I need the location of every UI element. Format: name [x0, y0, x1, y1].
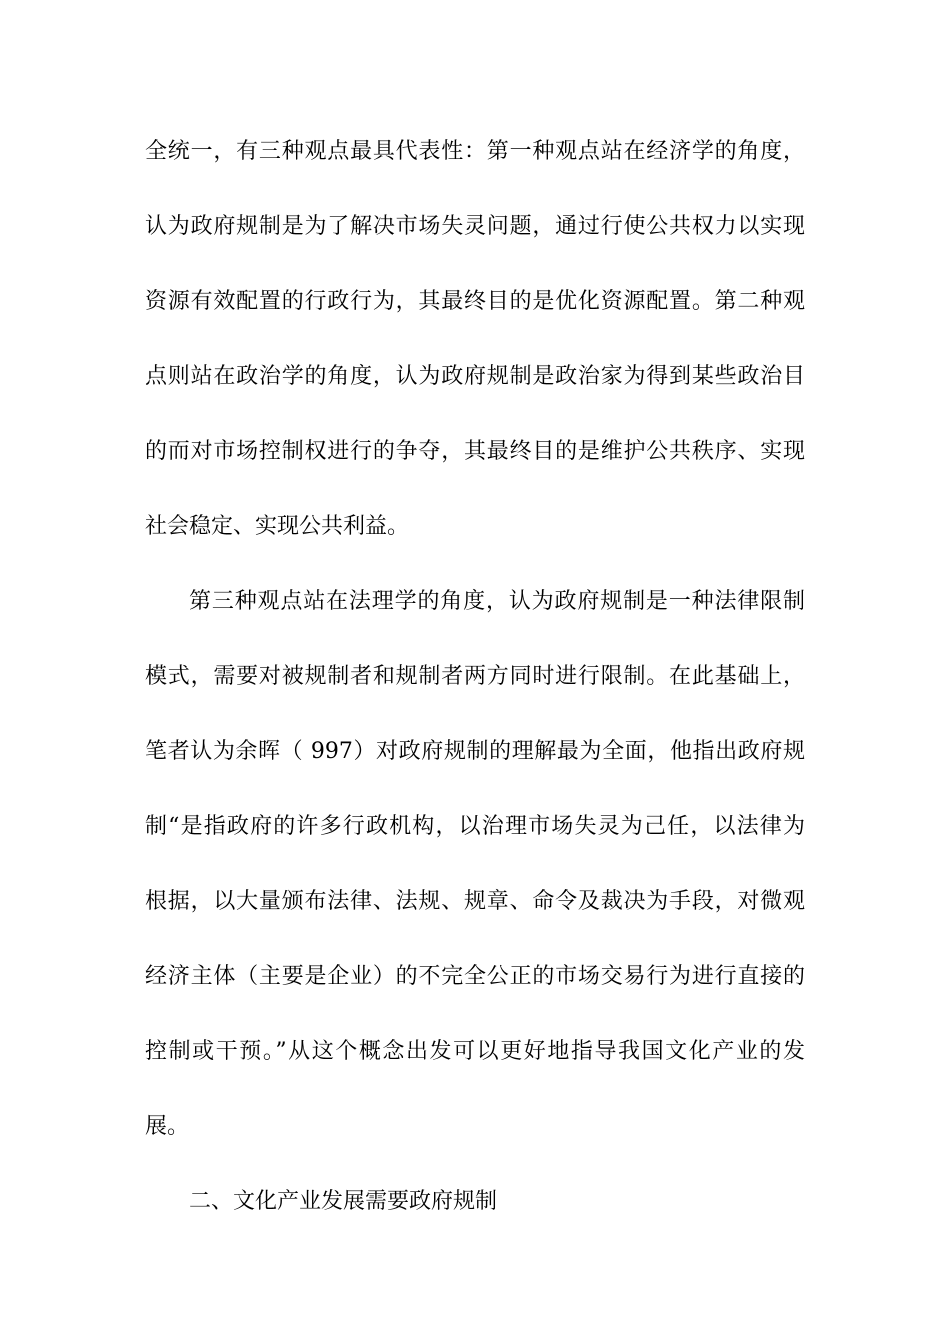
paragraph-line: 制“是指政府的许多行政机构，以治理市场失灵为己任，以法律为 [145, 814, 805, 839]
paragraph-line: 资源有效配置的行政行为，其最终目的是优化资源配置。第二种观 [145, 289, 805, 314]
paragraph-line: 模式，需要对被规制者和规制者两方同时进行限制。在此基础上， [145, 664, 805, 689]
paragraph-line: 点则站在政治学的角度，认为政府规制是政治家为得到某些政治目 [145, 364, 805, 389]
paragraph-line: 社会稳定、实现公共利益。 [145, 514, 410, 539]
section-heading: 二、文化产业发展需要政府规制 [189, 1189, 498, 1214]
paragraph-line: 展。 [145, 1114, 190, 1139]
paragraph-line: 控制或干预。”从这个概念出发可以更好地指导我国文化产业的发 [145, 1039, 805, 1064]
paragraph-line: 笔者认为余晖（ 997）对政府规制的理解最为全面，他指出政府规 [145, 739, 805, 764]
paragraph-line: 经济主体（主要是企业）的不完全公正的市场交易行为进行直接的 [145, 964, 805, 989]
paragraph-line: 全统一，有三种观点最具代表性：第一种观点站在经济学的角度， [145, 139, 805, 164]
paragraph-line: 的而对市场控制权进行的争夺，其最终目的是维护公共秩序、实现 [145, 439, 805, 464]
paragraph-line: 第三种观点站在法理学的角度，认为政府规制是一种法律限制 [189, 589, 805, 614]
paragraph-line: 根据，以大量颁布法律、法规、规章、命令及裁决为手段，对微观 [145, 889, 805, 914]
paragraph-line: 认为政府规制是为了解决市场失灵问题，通过行使公共权力以实现 [145, 214, 805, 239]
